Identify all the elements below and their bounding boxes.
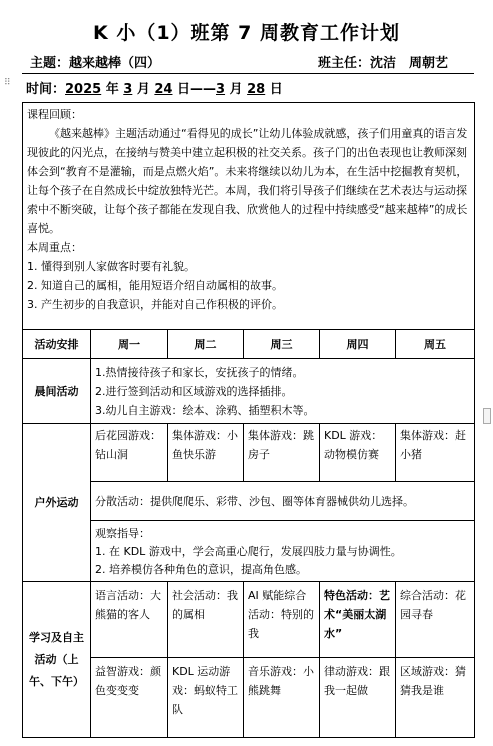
page-title: K 小（1）班第 7 周教育工作计划 [92,22,400,44]
study-monday: 语言活动：大熊猫的客人 [91,582,168,658]
outdoor-monday: 后花园游戏：钻山洞 [91,424,168,482]
game-thursday: 律动游戏：跟我一起做 [320,658,396,738]
outdoor-thursday: KDL 游戏：动物模仿赛 [320,424,396,482]
morning-label: 晨间活动 [23,359,91,424]
course-review: 课程回顾： 《越来越棒》主题活动通过“看得见的成长”让幼儿体验成就感，孩子们用童真的语言发现彼此的闪光点，在接纳与赞美中建立起积极的社交关系。孩子门的出色表现也让教师深刻体会到“教育不是灌输，而是点燃火焰”。未来将继续以幼儿为本，在生活中挖掘教育契机，让每个孩子在自然成长中绽放独特光芒。本周，我们将引导孩子们继续在艺术表达与运动探索中不断突破，让每个孩子都能在发现自我、欣赏他人的过程中持续感受“越来越棒”的成长喜悦。 本周重点： 1. 懂得到别人家做客时要有礼貌。 2. 知道自己的属相，能用短语介绍自动属相的故事。 3. 产生初步的自我意识，并能对自己作积极的评价。 [23,103,475,330]
outdoor-tuesday: 集体游戏：小鱼快乐游 [168,424,244,482]
morning-items: 1.热情接待孩子和家长，安抚孩子的情绪。 2.进行签到活动和区域游戏的选择插排。 3.幼儿自主游戏：绘本、涂鸦、插塑积木等。 [91,359,475,424]
activity-header: 活动安排 [23,330,91,359]
day-tuesday: 周二 [168,330,244,359]
game-friday: 区域游戏：猜猜我是谁 [396,658,475,738]
study-wednesday: AI 赋能综合活动：特别的我 [244,582,320,658]
scatter-activity: 分散活动：提供爬爬乐、彩带、沙包、圈等体育器械供幼儿选择。 [91,482,475,521]
observation-guide: 观察指导： 1. 在 KDL 游戏中，学会高重心爬行，发展四肢力量与协调性。 2. 培养模仿各种角色的意识，提高角色感。 [91,521,475,582]
game-monday: 益智游戏：颜色变变变 [91,658,168,738]
focus-item: 1. 懂得到别人家做客时要有礼貌。 [27,260,195,273]
day-monday: 周一 [91,330,168,359]
outdoor-wednesday: 集体游戏：跳房子 [244,424,320,482]
move-handle-icon[interactable]: ⠿ [4,78,11,88]
game-tuesday: KDL 运动游戏：蚂蚁特工队 [168,658,244,738]
focus-item: 2. 知道自己的属相，能用短语介绍自动属相的故事。 [27,279,283,292]
scroll-marker[interactable] [483,408,491,424]
teacher-label: 班主任：沈洁 周朝艺 [318,56,449,71]
outdoor-label: 户外运动 [23,424,91,582]
day-friday: 周五 [396,330,475,359]
study-thursday: 特色活动：艺术“美丽太湖水” [320,582,396,658]
focus-item: 3. 产生初步的自我意识，并能对自己作积极的评价。 [27,298,283,311]
time-range: 时间：2025 年 3 月 24 日——3 月 28 日 [26,82,283,97]
theme-label: 主题：越来越棒（四） [30,56,161,71]
study-label: 学习及自主活动（上午、下午） [23,582,91,738]
study-friday: 综合活动：花园寻春 [396,582,475,658]
divider [22,73,474,74]
day-thursday: 周四 [320,330,396,359]
game-wednesday: 音乐游戏：小熊跳舞 [244,658,320,738]
plan-table [22,102,475,738]
outdoor-friday: 集体游戏：赶小猪 [396,424,475,482]
day-wednesday: 周三 [244,330,320,359]
study-tuesday: 社会活动：我的属相 [168,582,244,658]
